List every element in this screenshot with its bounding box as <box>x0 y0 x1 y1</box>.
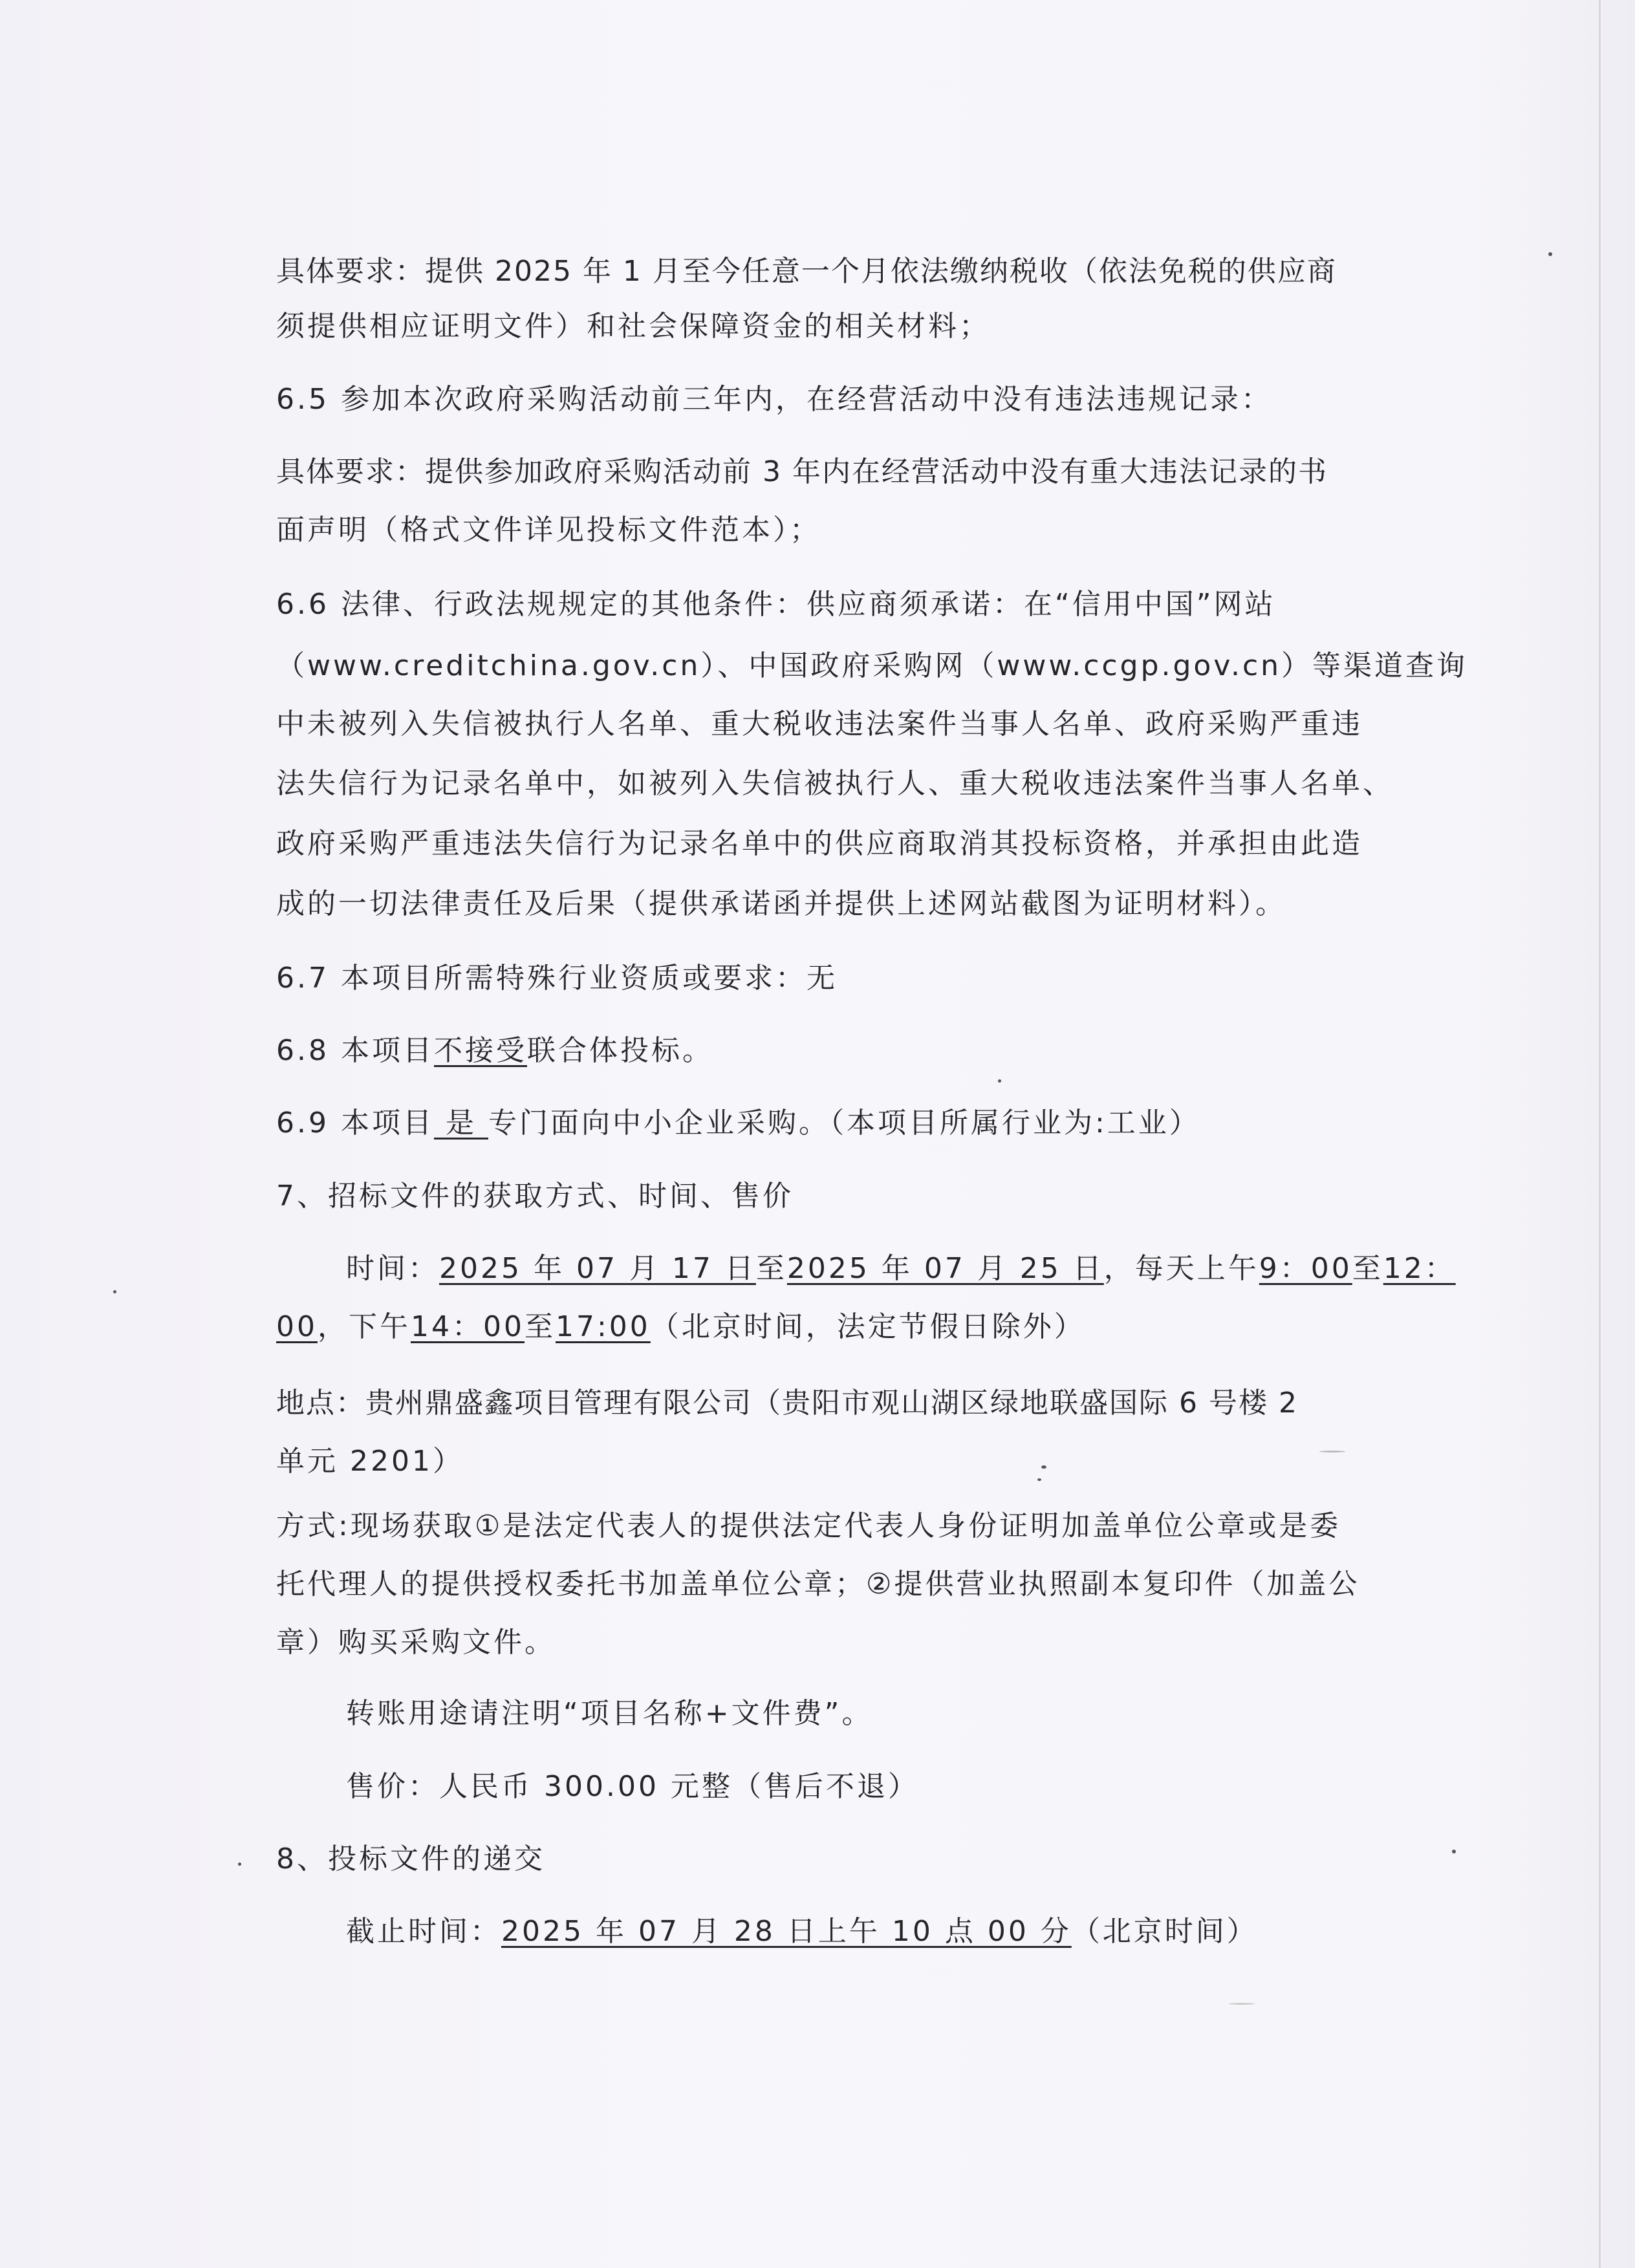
text-line: 转账用途请注明“项目名称+文件费”。 <box>346 1697 873 1730</box>
text-span: 6.9 本项目 <box>276 1107 434 1139</box>
scan-speck <box>1548 252 1552 256</box>
text-line: 面声明（格式文件详见投标文件范本）； <box>276 513 821 546</box>
underlined-text: 00 <box>276 1310 318 1343</box>
text-span: 至 <box>524 1310 556 1343</box>
underlined-text: 2025 年 07 月 17 日 <box>439 1252 756 1285</box>
underlined-text: 2025 年 07 月 28 日上午 10 点 00 分 <box>501 1915 1072 1948</box>
underlined-text: 12： <box>1383 1252 1456 1285</box>
section-heading: 8、投标文件的递交 <box>276 1842 545 1875</box>
underlined-text: 2025 年 07 月 25 日 <box>786 1252 1104 1285</box>
text-span: 时间： <box>346 1252 439 1285</box>
scan-speck <box>1037 1478 1041 1481</box>
text-span: ，每天上午 <box>1103 1252 1259 1285</box>
text-line: 中未被列入失信被执行人名单、重大税收违法案件当事人名单、政府采购严重违 <box>276 707 1363 740</box>
text-line: 成的一切法律责任及后果（提供承诺函并提供上述网站截图为证明材料）。 <box>276 887 1286 920</box>
page-edge-shadow <box>1599 0 1601 2268</box>
text-span: 联合体投标。 <box>526 1034 713 1067</box>
scan-speck <box>1229 2003 1255 2005</box>
text-line <box>276 1308 1085 1346</box>
text-line: 须提供相应证明文件）和社会保障资金的相关材料； <box>276 310 990 343</box>
text-line: 政府采购严重违法失信行为记录名单中的供应商取消其投标资格，并承担由此造 <box>276 827 1363 860</box>
text-line <box>276 1104 1200 1143</box>
underlined-text: 是 <box>433 1107 488 1139</box>
text-line: 单元 2201） <box>276 1445 464 1478</box>
text-line <box>276 1031 713 1070</box>
text-line: 6.6 法律、行政法规规定的其他条件：供应商须承诺：在“信用中国”网站 <box>276 588 1276 621</box>
underlined-text: 9：00 <box>1259 1252 1352 1285</box>
text-span: ，下午 <box>318 1310 411 1343</box>
text-line <box>346 1912 1258 1951</box>
text-line: 章）购买采购文件。 <box>276 1626 556 1659</box>
text-line: 具体要求：提供参加政府采购活动前 3 年内在经营活动中没有重大违法记录的书 <box>276 455 1328 488</box>
scan-speck <box>113 1290 116 1293</box>
text-line: 售价：人民币 300.00 元整（售后不退） <box>346 1770 919 1803</box>
text-span: （北京时间） <box>1071 1915 1258 1948</box>
scan-speck <box>238 1863 241 1866</box>
text-line: 托代理人的提供授权委托书加盖单位公章；②提供营业执照副本复印件（加盖公 <box>276 1568 1360 1601</box>
section-heading: 7、招标文件的获取方式、时间、售价 <box>276 1180 794 1213</box>
text-span: 截止时间： <box>346 1915 501 1948</box>
scan-speck <box>1452 1850 1456 1853</box>
scan-speck <box>1041 1465 1046 1469</box>
text-line <box>346 1249 1456 1288</box>
text-line: 具体要求：提供 2025 年 1 月至今任意一个月依法缴纳税收（依法免税的供应商 <box>276 255 1337 288</box>
text-line: 地点：贵州鼎盛鑫项目管理有限公司（贵阳市观山湖区绿地联盛国际 6 号楼 2 <box>276 1387 1298 1420</box>
text-span: 6.8 本项目 <box>276 1034 434 1067</box>
scan-speck <box>998 1079 1001 1083</box>
text-span: （北京时间，法定节假日除外） <box>650 1310 1085 1343</box>
text-line: （www.creditchina.gov.cn）、中国政府采购网（www.ccgp.gov.cn）等渠道查询 <box>276 649 1468 682</box>
text-span: 专门面向中小企业采购。（本项目所属行业为:工业） <box>488 1107 1200 1139</box>
underlined-text: 不接受 <box>433 1034 527 1067</box>
text-line: 法失信行为记录名单中，如被列入失信被执行人、重大税收违法案件当事人名单、 <box>276 767 1394 800</box>
text-span: 至 <box>755 1252 787 1285</box>
underlined-text: 17:00 <box>555 1310 651 1343</box>
text-line: 6.7 本项目所需特殊行业资质或要求：无 <box>276 962 838 995</box>
text-line: 方式:现场获取①是法定代表人的提供法定代表人身份证明加盖单位公章或是委 <box>276 1509 1341 1542</box>
scan-speck <box>1319 1451 1345 1453</box>
text-span: 至 <box>1352 1252 1383 1285</box>
underlined-text: 14：00 <box>411 1310 525 1343</box>
text-line: 6.5 参加本次政府采购活动前三年内，在经营活动中没有违法违规记录： <box>276 383 1272 416</box>
